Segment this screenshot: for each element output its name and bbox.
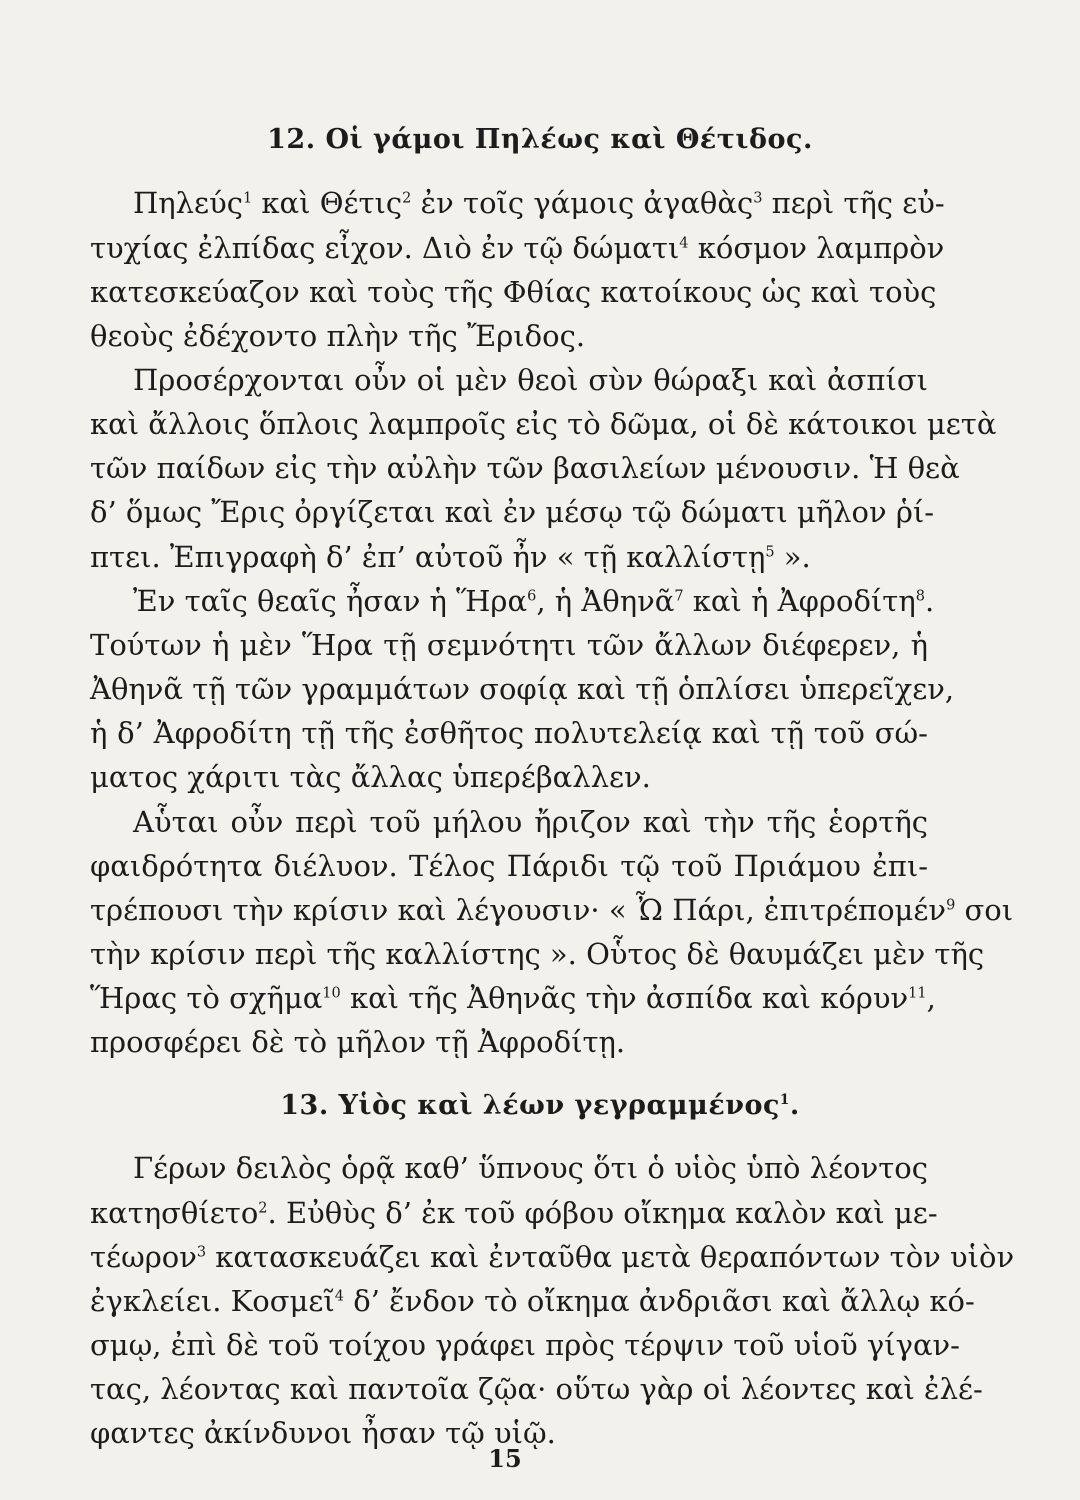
s12-line-19: Ἥρας τὸ σχῆμα$^{10}$ καὶ τῆς Ἀθηνᾶς τὴν ἀσπίδα καὶ κόρυν$^{11}$, bbox=[90, 981, 936, 1015]
s12-line-13: ἡ δ’ Ἀφροδίτη τῇ τῆς ἐσθῆτος πολυτελείᾳ καὶ τῇ τοῦ σώ- bbox=[90, 716, 928, 750]
section-12-heading bbox=[0, 124, 1080, 155]
s12-line-12: Ἀθηνᾶ τῇ τῶν γραμμάτων σοφίᾳ καὶ τῇ ὁπλίσει ὑπερεῖχεν, bbox=[90, 672, 955, 706]
s12-line-8: δ’ ὅμως Ἔρις ὀργίζεται καὶ ἐν μέσῳ τῷ δώματι μῆλον ῥί- bbox=[90, 495, 935, 529]
s13-line-1: Γέρων δειλὸς ὁρᾷ καθ’ ὕπνους ὅτι ὁ υἱὸς ὑπὸ λέοντος bbox=[133, 1151, 928, 1185]
section-13-footnote-mark: 1 bbox=[779, 1092, 790, 1108]
s12-line-15: Αὗται οὖν περὶ τοῦ μήλου ἤριζον καὶ τὴν τῆς ἑορτῆς bbox=[133, 805, 928, 839]
s12-line-18: τὴν κρίσιν περὶ τῆς καλλίστης ». Οὗτος δὲ θαυμάζει μὲν τῆς bbox=[90, 937, 985, 971]
s13-line-3: τέωρον$^3$ κατασκευάζει καὶ ἐνταῦθα μετὰ θεραπόντων τὸν υἱὸν bbox=[90, 1240, 1015, 1274]
s12-line-7: τῶν παίδων εἰς τὴν αὐλὴν τῶν βασιλείων μένουσιν. Ἡ θεὰ bbox=[90, 451, 960, 485]
s12-line-9: πτει. Ἐπιγραφὴ δ’ ἐπ’ αὐτοῦ ἦν « τῇ καλλίστῃ$^5$ ». bbox=[90, 540, 811, 574]
s12-line-6: καὶ ἄλλοις ὅπλοις λαμπροῖς εἰς τὸ δῶμα, οἱ δὲ κάτοικοι μετὰ bbox=[90, 407, 997, 441]
s12-line-11: Τούτων ἡ μὲν Ἥρα τῇ σεμνότητι τῶν ἄλλων διέφερεν, ἡ bbox=[90, 628, 928, 662]
s12-line-14: ματος χάριτι τὰς ἄλλας ὑπερέβαλλεν. bbox=[90, 760, 651, 794]
section-13-title: Υἱὸς καὶ λέων γεγραμμένος bbox=[338, 1090, 780, 1121]
section-12-title: Οἱ γάμοι Πηλέως καὶ Θέτιδος. bbox=[325, 124, 813, 155]
s13-line-2: κατησθίετο$^2$. Εὐθὺς δ’ ἐκ τοῦ φόβου οἴκημα καλὸν καὶ με- bbox=[90, 1196, 938, 1230]
s12-line-2: τυχίας ἐλπίδας εἶχον. Διὸ ἐν τῷ δώματι$^4$ κόσμον λαμπρὸν bbox=[90, 231, 945, 265]
section-13-heading: 13. Υἱὸς καὶ λέων γεγραμμένος$^1$. bbox=[280, 1090, 800, 1121]
s13-line-4: ἐγκλείει. Κοσμεῖ$^4$ δ’ ἔνδον τὸ οἴκημα ἀνδριᾶσι καὶ ἄλλῳ κό- bbox=[90, 1284, 975, 1318]
s12-line-10: Ἐν ταῖς θεαῖς ἦσαν ἡ Ἥρα$^6$, ἡ Ἀθηνᾶ$^7$ καὶ ἡ Ἀφροδίτη$^8$. bbox=[133, 584, 935, 618]
s12-line-1: Πηλεύς$^1$ καὶ Θέτις$^2$ ἐν τοῖς γάμοις ἀγαθὰς$^3$ περὶ τῆς εὐ- bbox=[133, 186, 945, 220]
s13-line-6: τας, λέοντας καὶ παντοῖα ζῷα· οὕτω γὰρ οἱ λέοντες καὶ ἐλέ- bbox=[90, 1372, 983, 1406]
section-12-number: 12. bbox=[267, 124, 316, 155]
s13-line-7: φαντες ἀκίνδυνοι ἦσαν τῷ υἱῷ. bbox=[90, 1416, 556, 1450]
s13-line-5: σμῳ, ἐπὶ δὲ τοῦ τοίχου γράφει πρὸς τέρψιν τοῦ υἱοῦ γίγαν- bbox=[90, 1328, 960, 1362]
s12-line-3: κατεσκεύαζον καὶ τοὺς τῆς Φθίας κατοίκους ὡς καὶ τοὺς bbox=[90, 275, 937, 309]
s12-line-17: τρέπουσι τὴν κρίσιν καὶ λέγουσιν· « Ὦ Πάρι, ἐπιτρέπομέν$^9$ σοι bbox=[90, 893, 1014, 927]
s12-line-16: φαιδρότητα διέλυον. Τέλος Πάριδι τῷ τοῦ Πριάμου ἐπι- bbox=[90, 849, 928, 883]
page-number: 15 bbox=[488, 1444, 522, 1473]
s12-line-5: Προσέρχονται οὖν οἱ μὲν θεοὶ σὺν θώραξι καὶ ἀσπίσι bbox=[133, 363, 928, 397]
section-13-number: 13. bbox=[280, 1090, 329, 1121]
s12-line-20: προσφέρει δὲ τὸ μῆλον τῇ Ἀφροδίτῃ. bbox=[90, 1025, 626, 1059]
s12-line-4: θεοὺς ἐδέχοντο πλὴν τῆς Ἔριδος. bbox=[90, 319, 586, 353]
